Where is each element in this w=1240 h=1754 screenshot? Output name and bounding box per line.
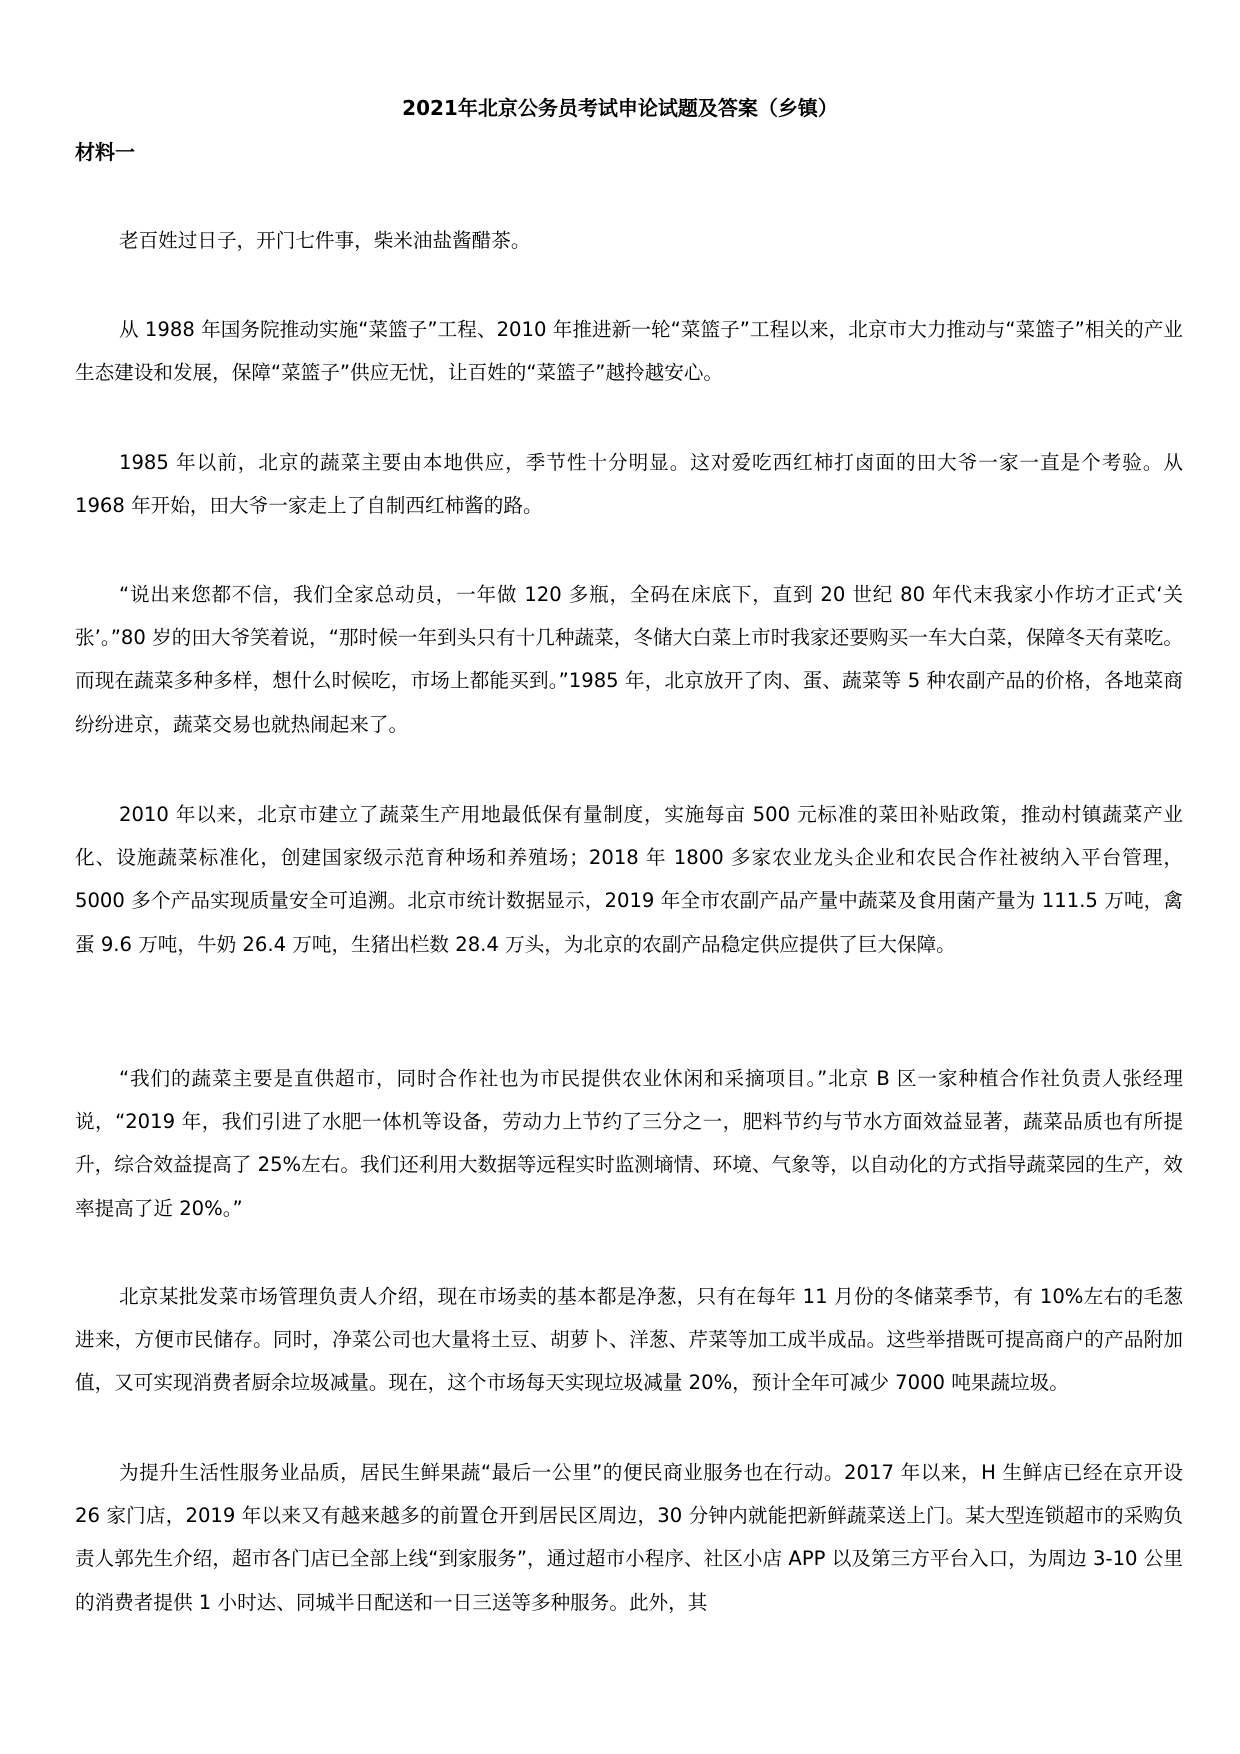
paragraph: 为提升生活性服务业品质，居民生鲜果蔬“最后一公里”的便民商业服务也在行动。2017 年以来，H 生鲜店已经在京开设 26 家门店，2019 年以来又有越来越多的前置仓开到居民区周边，30 分钟内就能把新鲜蔬菜送上门。某大型连锁超市的采购负责人郭先生介绍，超市各门店已全部上线“到家服务”，通过超市小程序、社区小店 APP 以及第三方平台入口，为周边 3-10 公里的消费者提供 1 小时达、同城半日配送和一日三送等多种服务。此外，其 <box>75 1461 1183 1614</box>
document-title: 2021年北京公务员考试申论试题及答案（乡镇） <box>402 96 838 120</box>
paragraph: 老百姓过日子，开门七件事，柴米油盐酱醋茶。 <box>119 229 531 252</box>
paragraph: 北京某批发菜市场管理负责人介绍，现在市场卖的基本都是净葱，只有在每年 11 月份的冬储菜季节，有 10%左右的毛葱进来，方便市民储存。同时，净菜公司也大量将土豆、胡萝卜、洋葱、芹菜等加工成半成品。这些举措既可提高商户的产品附加值，又可实现消费者厨余垃圾减量。现在，这个市场每天实现垃圾减量 20%，预计全年可减少 7000 吨果蔬垃圾。 <box>75 1285 1183 1395</box>
paragraph: “说出来您都不信，我们全家总动员，一年做 120 多瓶，全码在床底下，直到 20 世纪 80 年代末我家小作坊才正式‘关张’。”80 岁的田大爷笑着说，“那时候一年到头只有十几种蔬菜，冬储大白菜上市时我家还要购买一车大白菜，保障冬天有菜吃。而现在蔬菜多种多样，想什么时候吃，市场上都能买到。”1985 年，北京放开了肉、蛋、蔬菜等 5 种农副产品的价格，各地菜商纷纷进京，蔬菜交易也就热闹起来了。 <box>75 583 1183 736</box>
paragraph: 从 1988 年国务院推动实施“菜篮子”工程、2010 年推进新一轮“菜篮子”工程以来，北京市大力推动与“菜篮子”相关的产业生态建设和发展，保障“菜篮子”供应无忧，让百姓的“菜篮子”越拎越安心。 <box>75 318 1183 385</box>
section-heading: 材料一 <box>75 140 135 164</box>
paragraph: 2010 年以来，北京市建立了蔬菜生产用地最低保有量制度，实施每亩 500 元标准的菜田补贴政策，推动村镇蔬菜产业化、设施蔬菜标准化，创建国家级示范育种场和养殖场；2018 年 1800 多家农业龙头企业和农民合作社被纳入平台管理，5000 多个产品实现质量安全可追溯。北京市统计数据显示，2019 年全市农副产品产量中蔬菜及食用菌产量为 111.5 万吨，禽蛋 9.6 万吨，牛奶 26.4 万吨，生猪出栏数 28.4 万头，为北京的农副产品稳定供应提供了巨大保障。 <box>75 803 1183 956</box>
paragraph: 1985 年以前，北京的蔬菜主要由本地供应，季节性十分明显。这对爱吃西红柿打卤面的田大爷一家一直是个考验。从 1968 年开始，田大爷一家走上了自制西红柿酱的路。 <box>75 451 1183 518</box>
paragraph: “我们的蔬菜主要是直供超市，同时合作社也为市民提供农业休闲和采摘项目。”北京 B 区一家种植合作社负责人张经理说，“2019 年，我们引进了水肥一体机等设备，劳动力上节约了三分之一，肥料节约与节水方面效益显著，蔬菜品质也有所提升，综合效益提高了 25%左右。我们还利用大数据等远程实时监测墒情、环境、气象等，以自动化的方式指导蔬菜园的生产，效率提高了近 20%。” <box>75 1067 1183 1220</box>
